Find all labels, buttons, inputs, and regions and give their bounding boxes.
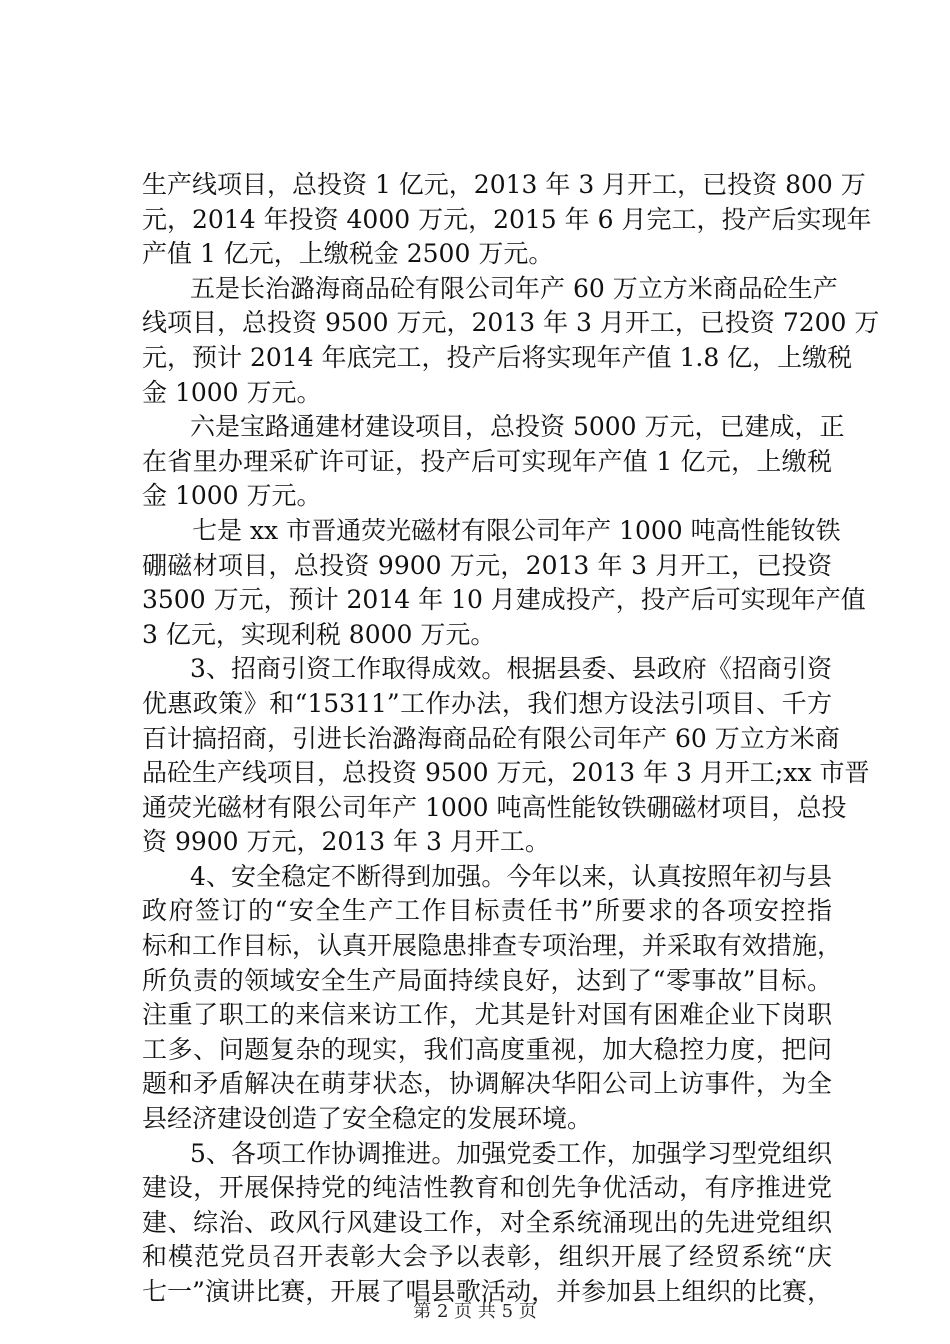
text-line: 优惠政策》和“15311”工作办法，我们想方设法引项目、千方	[142, 688, 832, 718]
paragraph-first-line: 3、招商引资工作取得成效。根据县委、县政府《招商引资	[190, 654, 832, 684]
text-line: 和模范党员召开表彰大会予以表彰，组织开展了经贸系统“庆	[142, 1242, 832, 1272]
text-line: 元，预计 2014 年底完工，投产后将实现年产值 1.8 亿，上缴税	[142, 342, 853, 372]
text-line: 线项目，总投资 9500 万元，2013 年 3 月开工，已投资 7200 万	[142, 308, 880, 338]
paragraph-first-line: 5、各项工作协调推进。加强党委工作，加强学习型党组织	[190, 1138, 832, 1168]
document-body	[142, 168, 880, 1310]
text-line: 工多、问题复杂的现实，我们高度重视，加大稳控力度，把问	[142, 1034, 832, 1064]
text-line: 金 1000 万元。	[142, 481, 322, 511]
text-line: 注重了职工的来信来访工作，尤其是针对国有困难企业下岗职	[142, 1000, 832, 1030]
text-line: 建、综治、政风行风建设工作，对全系统涌现出的先进党组织	[142, 1207, 832, 1237]
text-line: 生产线项目，总投资 1 亿元，2013 年 3 月开工，已投资 800 万	[142, 170, 866, 199]
text-line: 资 9900 万元，2013 年 3 月开工。	[142, 827, 550, 857]
text-line: 品砼生产线项目，总投资 9500 万元，2013 年 3 月开工;xx 市晋	[142, 758, 870, 788]
text-line: 3500 万元，预计 2014 年 10 月建成投产，投产后可实现年产值	[142, 585, 866, 615]
text-line: 金 1000 万元。	[142, 377, 322, 407]
text-line: 七一”演讲比赛，开展了唱县歌活动，并参加县上组织的比赛，	[142, 1277, 832, 1306]
paragraph-first-line: 七是 xx 市晋通荧光磁材有限公司年产 1000 吨高性能钕铁	[192, 515, 841, 545]
text-line: 标和工作目标，认真开展隐患排查专项治理，并采取有效措施，	[142, 931, 843, 961]
paragraph-first-line: 六是宝路通建材建设项目，总投资 5000 万元，已建成，正	[190, 412, 845, 442]
text-line: 通荧光磁材有限公司年产 1000 吨高性能钕铁硼磁材项目，总投	[142, 792, 847, 822]
text-line: 县经济建设创造了安全稳定的发展环境。	[142, 1104, 593, 1134]
text-line: 所负责的领域安全生产局面持续良好，达到了“零事故”目标。	[142, 965, 832, 995]
paragraph-first-line: 4、安全稳定不断得到加强。今年以来，认真按照年初与县	[190, 861, 832, 891]
paragraph-first-line: 五是长治潞海商品砼有限公司年产 60 万立方米商品砼生产	[190, 273, 838, 303]
text-line: 百计搞招商，引进长治潞海商品砼有限公司年产 60 万立方米商	[142, 723, 840, 753]
text-line: 3 亿元，实现利税 8000 万元。	[142, 619, 496, 649]
text-line: 元，2014 年投资 4000 万元，2015 年 6 月完工，投产后实现年	[142, 204, 872, 234]
text-line: 建设，开展保持党的纯洁性教育和创先争优活动，有序推进党	[142, 1173, 832, 1203]
text-line: 在省里办理采矿许可证，投产后可实现年产值 1 亿元，上缴税	[142, 446, 832, 476]
text-line: 产值 1 亿元，上缴税金 2500 万元。	[142, 239, 554, 269]
text-line: 题和矛盾解决在萌芽状态，协调解决华阳公司上访事件，为全	[142, 1069, 832, 1099]
page-number-footer: 第 2 页 共 5 页	[413, 1301, 537, 1322]
text-line: 硼磁材项目，总投资 9900 万元，2013 年 3 月开工，已投资	[142, 550, 832, 580]
text-line: 政府签订的“安全生产工作目标责任书”所要求的各项安控指	[142, 896, 832, 926]
